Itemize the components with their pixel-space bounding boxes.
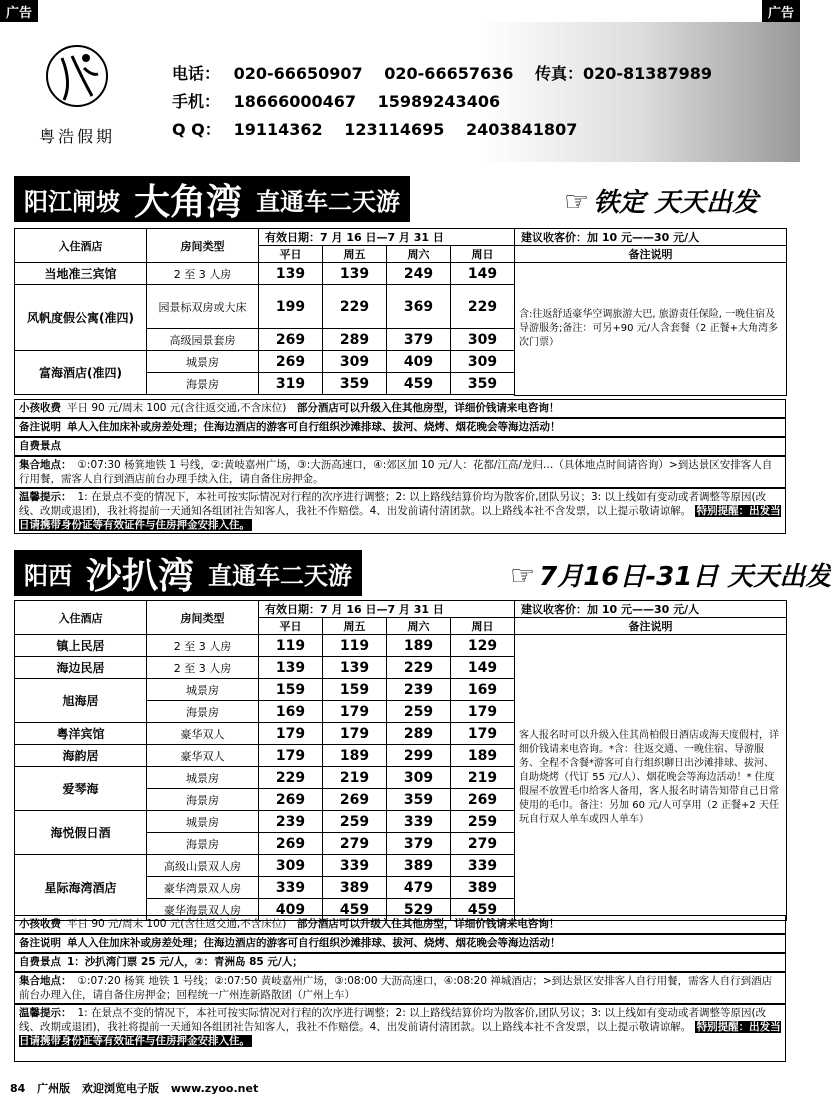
table-row: 风帆度假公寓(准四) 园景标双房或大床 199 229 369 229 [15,285,787,329]
section1-price-table: 入住酒店 房间类型 有效日期：7 月 16 日—7 月 31 日 建议收客价：加 10 元——30 元/人 平日 周五 周六 周日 备注说明 当地准三宾馆 2 至 3 人房 139 139 249 149 含:往返舒适豪华空调旅游大巴, 旅游责任保险, 一晚住宿及导游服务;备注：可另+90 元/人含套餐（2 正餐+大角湾多次门票） 风帆度假公寓(准四) 园景标双房或大床 199 229 369 229 高级园景套房 269 289 379 309 富海酒店(准四) 城景房 269 309 409 309 海景房 319 359 459 359 [14,228,787,396]
section2-price-table: 入住酒店 房间类型 有效日期：7 月 16 日—7 月 31 日 建议收客价：加 10 元——30 元/人 平日 周五 周六 周日 备注说明 镇上民居 2 至 3 人房 119 119 189 129 客人报名时可以升级入住其尚柏假日酒店或海天度假村，详细价钱请来电咨询。*含：往返交通、一晚住宿、导游服务、全程不含餐*游客可自行组织聊日出沙滩排球、拔河、自助烧烤（代订 55 元/人）、烟花晚会等海边活动！* 住度假屋不放置毛巾给客人备用，客人报名时请告知带自己日常使用的毛巾。备注：另加 60 元/人可享用（2 正餐+2 天任玩自行双人单车或四人单车） 海边民居 2 至 3 人房 139 139 229 149 旭海居 城景房 159 159 239 169 海景房 169 179 259 179 粤洋宾馆 豪华双人 179 179 289 179 海韵居 豪华双人 179 189 299 189 爱琴海 城景房 229 219 309 219 海景房 269 269 359 269 海悦假日酒 城景房 239 259 339 259 海景房 269 279 379 279 星际海湾酒店 高级山景双人房 309 339 389 339 豪华湾景双人房 339 389 479 389 豪华海景双人房 409 459 529 459 [14,600,787,921]
section2-banner [0,550,831,597]
table-row: 当地准三宾馆 2 至 3 人房 139 139 249 149 含:往返舒适豪华空调旅游大巴, 旅游责任保险, 一晚住宿及导游服务;备注：可另+90 元/人含套餐（2 正餐+大角湾多次门票） [15,263,787,285]
ad-label-right: 广告 [762,0,800,23]
section1-banner [0,176,800,222]
table-row: 豪华海景双人房 409 459 529 459 [15,899,787,921]
section1-remarks: 备注说明 单人入住加床补或房差处理；住海边酒店的游客可自行组织沙滩排球、拔河、烧烤、烟花晚会等海边活动！ [14,418,786,437]
mobile-line: 手机： 18666000467 15989243406 [172,92,501,111]
section1-title: 阳江闸坡 大角湾 直通车二天游 [14,176,410,222]
page-footer [10,1080,266,1096]
section1-tips: 温馨提示： 1: 在景点不变的情况下，本社可按实际情况对行程的次序进行调整；2: 以上路线结算价均为散客价,团队另议；3: 以上线如有变动或者调整等原因(改线、改期或退团)，我社将提前一天通知各组团社告知客人，我社不作赔偿。4、出发前请付清团款。以上路线本社不含发票，以上提示敬请谅解。 特别提醒：出发当日请携带身份证等有效证件与住房押金安排入住。 [14,488,786,534]
pointing-hand-icon: ☞ [564,185,590,218]
welcome-text: 欢迎浏览电子版 [82,1082,159,1095]
section2-tips: 温馨提示： 1: 在景点不变的情况下，本社可按实际情况对行程的次序进行调整；2: 以上路线结算价均为散客价,团队另议；3: 以上线如有变动或者调整等原因(改线、改期或退团)，我社将提前一天通知各组团社告知客人，我社不作赔偿。4、出发前请付清团款。以上路线本社不含发票，以上提示敬请谅解。 特别提醒：出发当日请携带身份证等有效证件与住房押金安排入住。 [14,1004,786,1062]
table-row: 富海酒店(准四) 城景房 269 309 409 309 [15,351,787,373]
table-row: 海景房 319 359 459 359 [15,373,787,395]
table-row: 镇上民居 2 至 3 人房 119 119 189 129 客人报名时可以升级入住其尚柏假日酒店或海天度假村，详细价钱请来电咨询。*含：往返交通、一晚住宿、导游服务、全程不含餐*游客可自行组织聊日出沙滩排球、拔河、自助烧烤（代订 55 元/人）、烟花晚会等海边活动！* 住度假屋不放置毛巾给客人备用，客人报名时请告知带自己日常使用的毛巾。备注：另加 60 元/人可享用（2 正餐+2 天任玩自行双人单车或四人单车） [15,635,787,657]
section1-child-fee: 小孩收费 平日 90 元/周末 100 元(含往返交通,不含床位) 部分酒店可以升级入住其他房型，详细价钱请来电咨询！ [14,399,786,418]
table-row: 星际海湾酒店 高级山景双人房 309 339 389 339 [15,855,787,877]
agency-logo [22,38,132,147]
table-row: 粤洋宾馆 豪华双人 179 179 289 179 [15,723,787,745]
section2-title: 阳西 沙扒湾 直通车二天游 [14,550,362,596]
section2-slogan: ☞ 7月16日-31日 天天出发 [510,559,831,592]
section1-meeting-points: 集合地点： ①:07:30 杨箕地铁 1 号线，②:黄岐嘉州广场，③:大沥高速口，④:郊区加 10 元/人：花都/江高/龙归…（具体地点时间请咨询）>到达景区安排客人自行用餐，需客人自行到酒店前台办理手续入住，请自备住房押金。 [14,456,786,488]
section2-remarks: 备注说明 单人入住加床补或房差处理；住海边酒店的游客可自行组织沙滩排球、拔河、烧烤、烟花晚会等海边活动！ [14,934,786,953]
table-row: 海韵居 豪华双人 179 189 299 189 [15,745,787,767]
table-row: 海边民居 2 至 3 人房 139 139 229 149 [15,657,787,679]
website-link[interactable]: www.zyoo.net [170,1082,259,1095]
table-row: 海景房 269 279 379 279 [15,833,787,855]
table-row: 海景房 269 269 359 269 [15,789,787,811]
table-row: 爱琴海 城景房 229 219 309 219 [15,767,787,789]
section2-selfpay: 自费景点 1：沙扒湾门票 25 元/人，②：青洲岛 85 元/人； [14,953,786,972]
pointing-hand-icon: ☞ [510,559,536,592]
phone-line: 电话： 020-66650907 020-66657636 传真：020-81387989 [172,64,713,83]
ad-label-left: 广告 [0,0,38,23]
table-row: 海悦假日酒 城景房 239 259 339 259 [15,811,787,833]
section1-slogan: ☞ 铁定 天天出发 [564,185,759,218]
logo-icon [42,38,112,118]
table-row: 高级园景套房 269 289 379 309 [15,329,787,351]
table-row: 旭海居 城景房 159 159 239 169 [15,679,787,701]
contact-block [172,60,728,144]
section2-meeting-points: 集合地点： ①:07:20 杨箕 地铁 1 号线；②:07:50 黄岐嘉州广场，③:08:00 大沥高速口，④:08:20 禅城酒店；>到达景区安排客人自行用餐，需客人自行到酒店前台办理入住，请自备住房押金；回程统一广州连新路散团（广州上车） [14,972,786,1004]
page-number: 84 [10,1082,26,1095]
section1-selfpay: 自费景点 [14,437,786,456]
edition-label: 广州版 [37,1082,71,1095]
logo-text: 粤浩假期 [38,127,115,146]
qq-line: Q Q： 19114362 123114695 2403841807 [172,120,578,139]
table-row: 海景房 169 179 259 179 [15,701,787,723]
table-row: 豪华湾景双人房 339 389 479 389 [15,877,787,899]
section2-child-fee: 小孩收费 平日 90 元/周末 100 元(含往返交通,不含床位) 部分酒店可以升级入住其他房型，详细价钱请来电咨询！ [14,915,786,934]
agency-header [0,22,800,162]
